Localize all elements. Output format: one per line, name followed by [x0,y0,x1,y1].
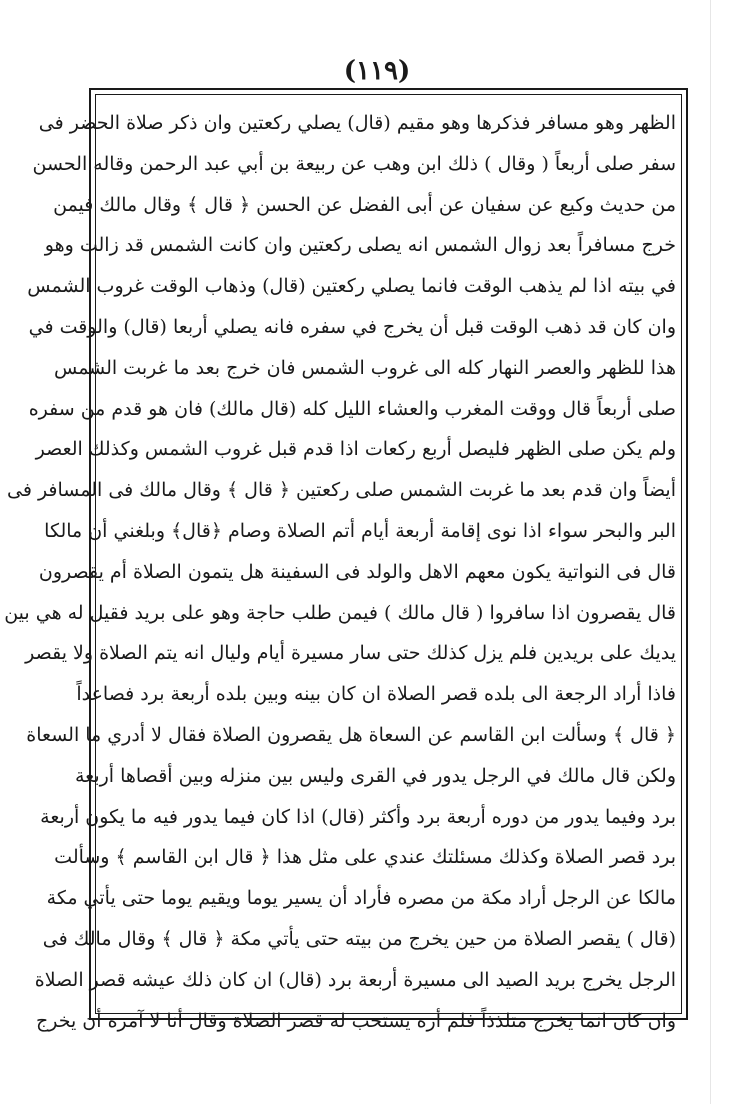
text-line: ﴿ قال ﴾ وسألت ابن القاسم عن السعاة هل يقصرون الصلاة فقال لا أدري ما السعاة [26,723,676,746]
text-line: برد وفيما يدور من دوره أربعة برد وأكثر (قال) اذا كان فيما يدور فيه ما يكون أربعة [40,805,676,828]
text-line: خرج مسافراً بعد زوال الشمس انه يصلى ركعتين وان كانت الشمس قد زالت وهو [44,234,676,257]
text-line: هذا للظهر والعصر النهار كله الى غروب الشمس فان خرج بعد ما غربت الشمس [53,356,676,379]
text-line: الظهر وهو مسافر فذكرها وهو مقيم (قال) يصلي ركعتين وان ذكر صلاة الحضر فى [38,112,676,134]
text-line: سفر صلى أربعاً ( وقال ) ذلك ابن وهب عن ربيعة بن أبي عبد الرحمن وقاله الحسن [32,152,676,175]
text-line: وان كان قد ذهب الوقت قبل أن يخرج في سفره فانه يصلي أربعا (قال) والوقت في [28,315,676,338]
text-line: برد قصر الصلاة وكذلك مسئلتك عندي على مثل هذا ﴿ قال ابن القاسم ﴾ وسألت [54,846,676,869]
text-line: مالكا عن الرجل أراد مكة من مصره فأراد أن يسير يوما ويقيم يوما حتى يأتي مكة [46,887,676,910]
text-line: قال يقصرون اذا سافروا ( قال مالك ) فيمن طلب حاجة وهو على بريد فقيل له هي بين [4,601,676,624]
text-line: فاذا أراد الرجعة الى بلده قصر الصلاة ان كان بينه وبين بلده أربعة برد فصاعداً [76,683,676,706]
text-line: ولكن قال مالك في الرجل يدور في القرى وليس بين منزله وبين أقصاها أربعة [74,764,676,787]
text-line: من حديث وكيع عن سفيان عن أبى الفضل عن الحسن ﴿ قال ﴾ وقال مالك فيمن [53,193,676,216]
text-line: البر والبحر سواء اذا نوى إقامة أربعة أيام أتم الصلاة وصام ﴿قال﴾ وبلغني أن مالكا [44,519,676,542]
text-line: أيضاً وان قدم بعد ما غربت الشمس صلى ركعتين ﴿ قال ﴾ وقال مالك فى المسافر فى [6,479,676,502]
page-number: (١١٩) [343,56,411,86]
text-line: (قال ) يقصر الصلاة من حين يخرج من بيته حتى يأتي مكة ﴿ قال ﴾ وقال مالك فى [42,927,676,950]
text-line: وان كان انما يخرج متلذذاً فلم أره يستحب له قصر الصلاة وقال أنا لا آمره أن يخرج [35,1009,676,1032]
text-line: قال فى النواتية يكون معهم الاهل والولد فى السفينة هل يتمون الصلاة أم يقصرون [38,560,676,583]
body-text [4,103,676,1041]
page-binding-shadow [710,0,711,1104]
text-line: صلى أربعاً قال ووقت المغرب والعشاء الليل كله (قال مالك) فان هو قدم من سفره [28,397,676,420]
text-line: الرجل يخرج بريد الصيد الى مسيرة أربعة برد (قال) ان كان ذلك عيشه قصر الصلاة [34,968,676,991]
text-line: ولم يكن صلى الظهر فليصل أربع ركعات اذا قدم قبل غروب الشمس وكذلك العصر [35,438,676,461]
text-line: في بيته اذا لم يذهب الوقت فانما يصلي ركعتين (قال) وذهاب الوقت غروب الشمس [27,275,676,298]
text-line: يديك على بريدين فلم يزل كذلك حتى سار مسيرة أيام وليال انه يتم الصلاة ولا يقصر [25,642,676,665]
